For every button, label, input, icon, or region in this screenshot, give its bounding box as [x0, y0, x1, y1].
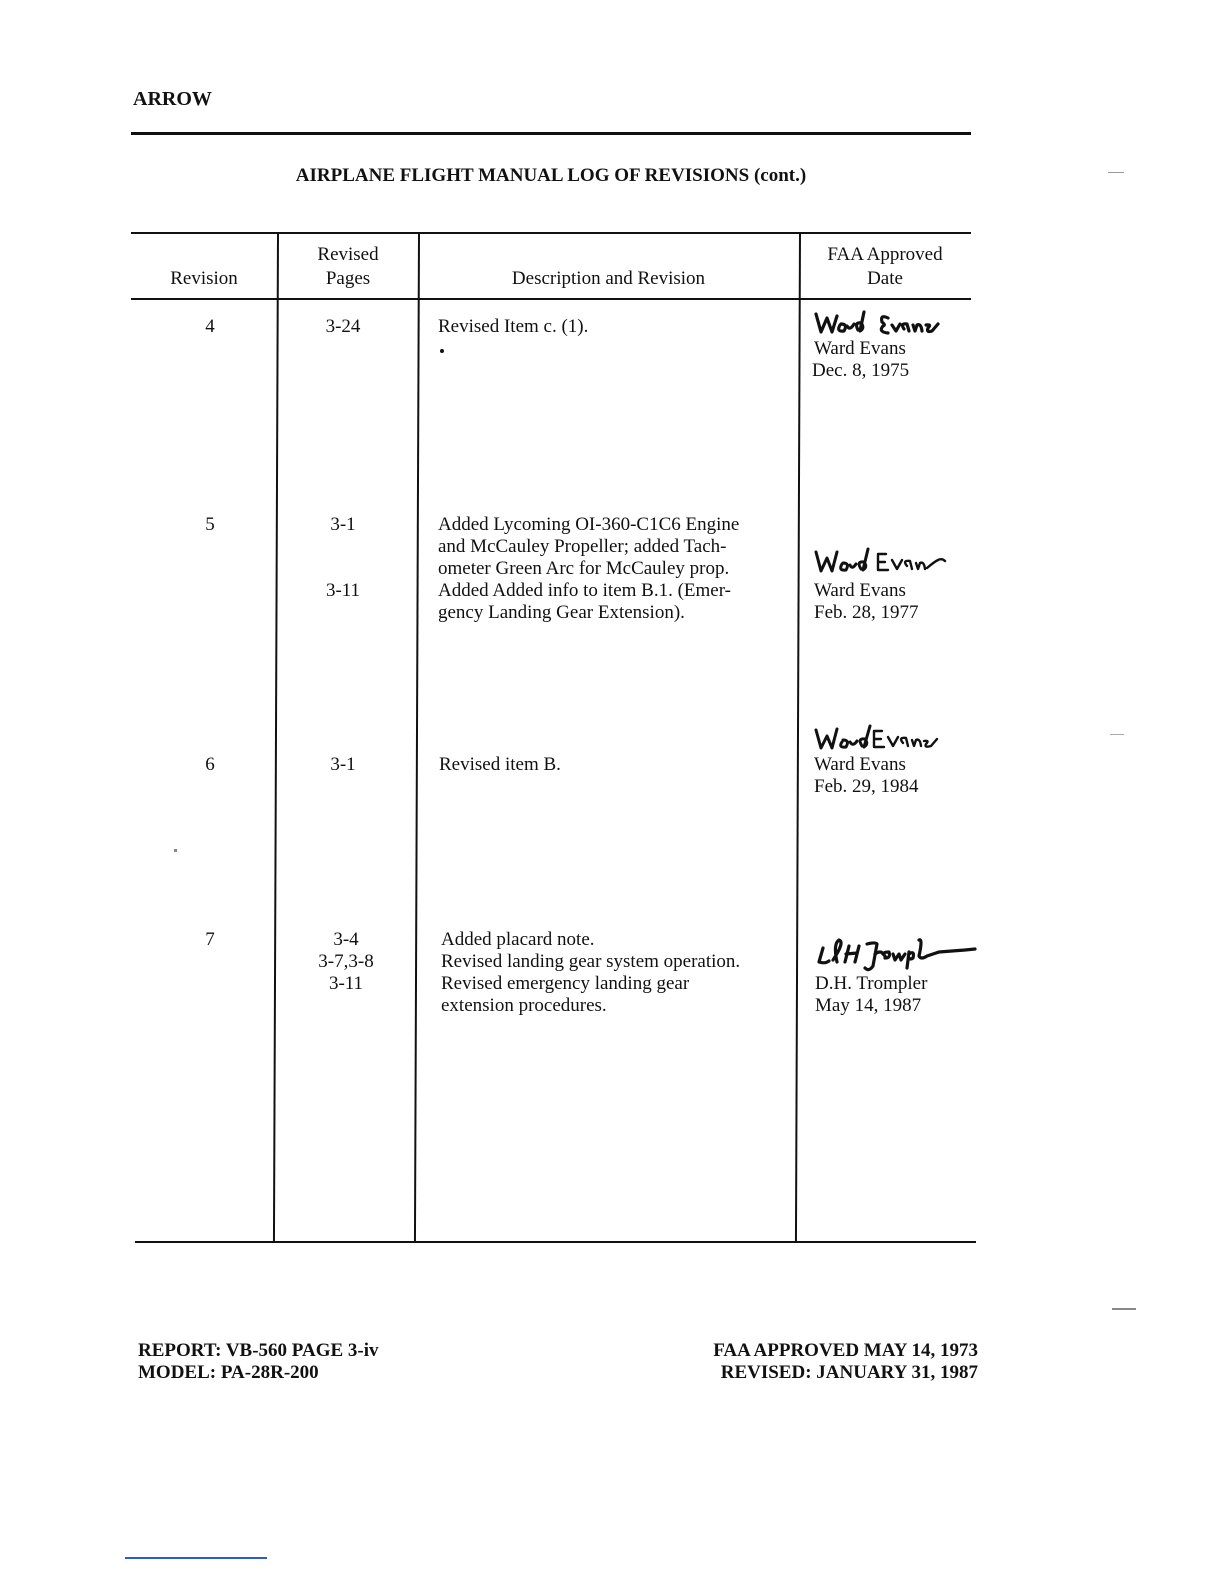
approver-name: Ward Evans	[814, 338, 906, 359]
column-divider	[795, 233, 801, 1242]
revised-page: 3-1	[330, 514, 356, 535]
scan-mark	[174, 849, 177, 852]
header-revised: Revised	[317, 244, 379, 265]
document-title: ARROW	[133, 88, 212, 110]
signature-image	[814, 308, 964, 338]
description-line: extension procedures.	[441, 995, 607, 1016]
approval-date: Feb. 28, 1977	[814, 602, 919, 623]
approval-date: May 14, 1987	[815, 995, 922, 1016]
footer-revised: REVISED: JANUARY 31, 1987	[720, 1362, 978, 1383]
table-bottom-rule	[135, 1241, 976, 1243]
revised-page: 3-24	[325, 316, 361, 337]
approver-name: D.H. Trompler	[815, 973, 928, 994]
approval-date: Feb. 29, 1984	[814, 776, 919, 797]
description-line: and McCauley Propeller; added Tach-	[438, 536, 727, 557]
stray-mark	[440, 349, 444, 353]
header-revision: Revision	[170, 268, 238, 289]
revised-page: 3-4	[333, 929, 359, 950]
header-faa-approved: FAA Approved	[827, 244, 943, 265]
footer-report: REPORT: VB-560 PAGE 3-iv	[138, 1340, 379, 1361]
column-divider	[273, 233, 279, 1242]
description-line: Revised item B.	[439, 754, 561, 775]
footer-model: MODEL: PA-28R-200	[138, 1362, 319, 1383]
log-title: AIRPLANE FLIGHT MANUAL LOG OF REVISIONS (cont.)	[295, 165, 807, 186]
footer-faa-approved: FAA APPROVED MAY 14, 1973	[713, 1340, 978, 1361]
blue-edge-mark	[125, 1557, 267, 1559]
description-line: gency Landing Gear Extension).	[438, 602, 685, 623]
approver-name: Ward Evans	[814, 580, 906, 601]
column-divider	[414, 233, 420, 1242]
description-line: Added placard note.	[441, 929, 595, 950]
description-line: Revised landing gear system operation.	[441, 951, 741, 972]
revised-page: 3-1	[330, 754, 356, 775]
scan-mark	[1110, 734, 1124, 735]
signature-image	[815, 934, 980, 974]
header-date: Date	[867, 268, 903, 289]
revised-page: 3-11	[328, 973, 364, 994]
header-rule	[131, 132, 971, 135]
header-pages: Pages	[325, 268, 371, 289]
description-line: Revised Item c. (1).	[438, 316, 589, 337]
revision-number: 4	[205, 316, 215, 337]
header-description: Description and Revision	[511, 268, 706, 289]
revised-page: 3-7,3-8	[318, 951, 374, 972]
revision-number: 7	[205, 929, 215, 950]
table-top-rule	[131, 232, 971, 234]
revision-number: 6	[205, 754, 215, 775]
table-header-rule	[131, 298, 971, 300]
approval-date: Dec. 8, 1975	[812, 360, 910, 381]
description-line: ometer Green Arc for McCauley prop.	[438, 558, 730, 579]
scan-mark	[1112, 1308, 1136, 1310]
description-line: Added Added info to item B.1. (Emer-	[438, 580, 732, 601]
approver-name: Ward Evans	[814, 754, 906, 775]
description-line: Added Lycoming OI-360-C1C6 Engine	[438, 514, 740, 535]
description-line: Revised emergency landing gear	[441, 973, 690, 994]
revision-number: 5	[205, 514, 215, 535]
scan-mark	[1108, 172, 1124, 173]
signature-image	[814, 722, 964, 754]
revised-page: 3-11	[325, 580, 361, 601]
signature-image	[814, 546, 974, 576]
